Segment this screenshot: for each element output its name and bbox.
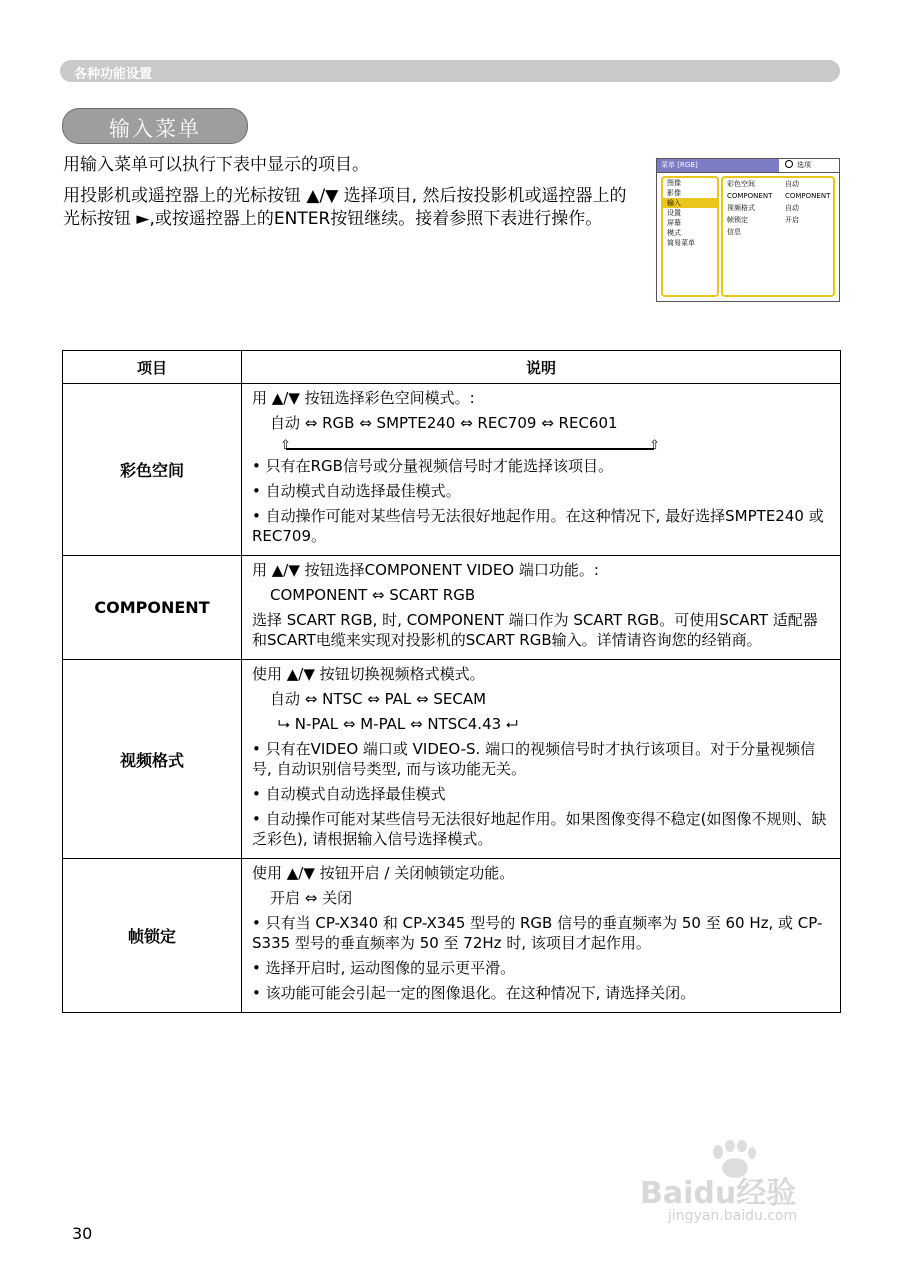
menu-left-item: 设置	[667, 209, 681, 217]
menu-row-key: 彩色空间	[727, 180, 755, 188]
section-title-pill	[62, 108, 248, 144]
table-row-color-space	[63, 384, 841, 556]
item-cell: 视频格式	[63, 660, 242, 859]
desc-mode-cycle: COMPONENT ⇔ SCART RGB	[270, 586, 476, 604]
menu-row-key: 帧锁定	[727, 216, 748, 224]
chapter-title: 各种功能设置	[74, 67, 153, 82]
cycle-line	[286, 448, 654, 450]
desc-mode-cycle: 开启 ⇔ 关闭	[270, 889, 353, 907]
desc-line: • 该功能可能会引起一定的图像退化。在这种情况下, 请选择关闭。	[252, 984, 696, 1002]
menu-row-value: COMPONENT	[785, 192, 831, 200]
menu-left-item: 屏幕	[667, 219, 681, 227]
menu-top-bar	[657, 159, 839, 173]
menu-row-value: 自动	[785, 204, 799, 212]
desc-line: 使用 ▲/▼ 按钮切换视频格式模式。	[252, 665, 485, 683]
desc-mode-cycle-2: ⮡ N-PAL ⇔ M-PAL ⇔ NTSC4.43 ⮠	[278, 715, 518, 733]
menu-left-item: 图像	[667, 179, 681, 187]
watermark-brand: Baidu经验	[640, 1176, 797, 1211]
desc-mode-cycle: 自动 ⇔ NTSC ⇔ PAL ⇔ SECAM	[270, 690, 487, 708]
desc-line: 用 ▲/▼ 按钮选择COMPONENT VIDEO 端口功能。:	[252, 561, 599, 579]
arrow-up-icon: ⇧	[280, 438, 291, 453]
clock-icon	[785, 160, 793, 168]
page-number: 30	[72, 1224, 93, 1243]
table-row-video-format	[63, 660, 841, 859]
desc-cell	[242, 556, 841, 660]
intro-text	[63, 154, 643, 239]
item-cell: COMPONENT	[63, 556, 242, 660]
menu-left-item: 影像	[667, 189, 681, 197]
menu-left-list	[661, 176, 719, 297]
menu-title: 菜单 [RGB]	[657, 159, 779, 172]
desc-line: • 自动操作可能对某些信号无法很好地起作用。如果图像变得不稳定(如图像不规则、缺乏彩色), 请根据输入信号选择模式。	[252, 810, 827, 848]
table-header-row	[63, 351, 841, 384]
desc-line: • 自动模式自动选择最佳模式。	[252, 482, 461, 500]
intro-paragraph-1: 用输入菜单可以执行下表中显示的项目。	[63, 155, 369, 175]
desc-cell	[242, 384, 841, 556]
watermark-url: jingyan.baidu.com	[668, 1208, 798, 1224]
desc-line: 使用 ▲/▼ 按钮开启 / 关闭帧锁定功能。	[252, 864, 515, 882]
desc-line: • 自动操作可能对某些信号无法很好地起作用。在这种情况下, 最好选择SMPTE240 或 REC709。	[252, 507, 824, 545]
menu-right-row	[723, 190, 833, 202]
col-item-header: 项目	[63, 351, 242, 384]
cycle-return-arrow	[280, 436, 660, 452]
menu-right-list	[721, 176, 835, 297]
table-row-component	[63, 556, 841, 660]
menu-screenshot	[656, 158, 840, 302]
menu-right-row	[723, 214, 833, 226]
col-desc-header: 说明	[242, 351, 841, 384]
desc-line: • 自动模式自动选择最佳模式	[252, 785, 446, 803]
menu-row-key: 信息	[727, 228, 741, 236]
desc-line: • 只有在RGB信号或分量视频信号时才能选择该项目。	[252, 457, 613, 475]
desc-line: 用 ▲/▼ 按钮选择彩色空间模式。:	[252, 389, 475, 407]
desc-mode-cycle: 自动 ⇔ RGB ⇔ SMPTE240 ⇔ REC709 ⇔ REC601	[270, 414, 618, 432]
menu-row-key: COMPONENT	[727, 192, 773, 200]
settings-table	[62, 350, 841, 1013]
menu-right-row	[723, 178, 833, 190]
desc-cell	[242, 660, 841, 859]
desc-line: • 选择开启时, 运动图像的显示更平滑。	[252, 959, 516, 977]
desc-line: • 只有当 CP-X340 和 CP-X345 型号的 RGB 信号的垂直频率为 50 至 60 Hz, 或 CP-S335 型号的垂直频率为 50 至 72Hz 时, 该项目才起作用。	[252, 914, 823, 952]
desc-cell	[242, 859, 841, 1013]
menu-row-value: 自动	[785, 180, 799, 188]
section-title: 输入菜单	[109, 117, 201, 141]
chapter-header-bar	[60, 60, 840, 82]
intro-paragraph-2: 用投影机或遥控器上的光标按钮 ▲/▼ 选择项目, 然后按投影机或遥控器上的光标按钮 ►,或按遥控器上的ENTER按钮继续。接着参照下表进行操作。	[63, 186, 627, 229]
menu-option-label: 选项	[797, 161, 811, 169]
menu-option	[781, 159, 839, 172]
desc-line: 选择 SCART RGB, 时, COMPONENT 端口作为 SCART RGB。可使用SCART 适配器和SCART电缆来实现对投影机的SCART RGB输入。详情请咨询您的经销商。	[252, 611, 818, 649]
menu-left-item-selected: 输入	[663, 198, 717, 208]
menu-left-item: 模式	[667, 229, 681, 237]
menu-right-row	[723, 226, 833, 238]
item-cell: 帧锁定	[63, 859, 242, 1013]
arrow-up-icon: ⇧	[649, 438, 660, 453]
menu-left-item: 简易菜单	[667, 239, 695, 247]
menu-row-key: 视频格式	[727, 204, 755, 212]
menu-right-row	[723, 202, 833, 214]
table-row-frame-lock	[63, 859, 841, 1013]
item-cell: 彩色空间	[63, 384, 242, 556]
desc-line: • 只有在VIDEO 端口或 VIDEO-S. 端口的视频信号时才执行该项目。对于分量视频信号, 自动识别信号类型, 而与该功能无关。	[252, 740, 816, 778]
menu-row-value: 开启	[785, 216, 799, 224]
